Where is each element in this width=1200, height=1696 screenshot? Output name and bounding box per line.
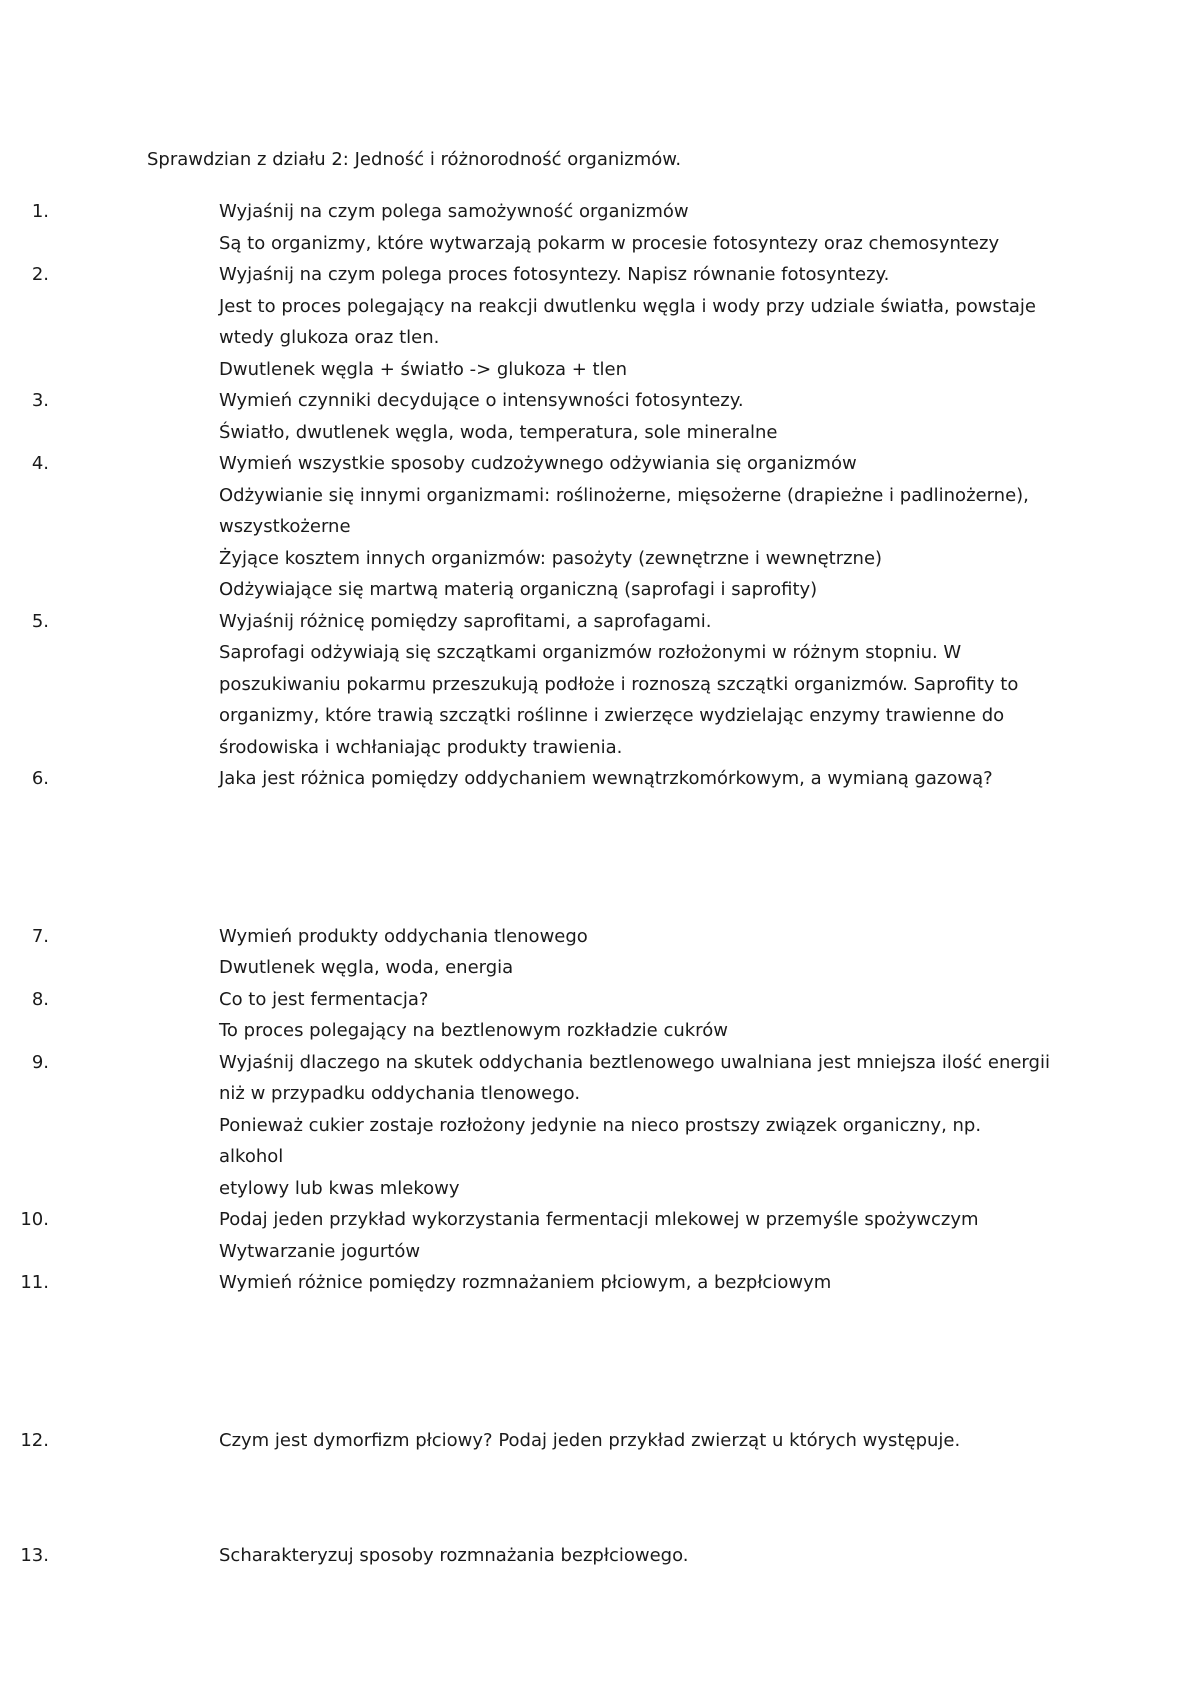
answer-space bbox=[219, 795, 1051, 921]
question-list bbox=[0, 196, 1200, 1572]
answer-line: Odżywiające się martwą materią organiczną (saprofagi i saprofity) bbox=[219, 579, 818, 600]
question-text: Wymień wszystkie sposoby cudzożywnego odżywiania się organizmów bbox=[219, 453, 857, 474]
question-text: Scharakteryzuj sposoby rozmnażania bezpłciowego. bbox=[219, 1545, 689, 1566]
answer-space bbox=[219, 1456, 1051, 1540]
question-text: Wyjaśnij na czym polega proces fotosyntezy. Napisz równanie fotosyntezy. bbox=[219, 264, 890, 285]
question-number: 7. bbox=[31, 925, 49, 947]
question-item bbox=[0, 606, 1051, 764]
question-number: 6. bbox=[31, 768, 49, 789]
answer-line: organizmy, które trawią szczątki roślinne i zwierzęce wydzielając enzymy trawienne do bbox=[219, 705, 1005, 726]
question-item bbox=[0, 1425, 1051, 1541]
question-number: 3. bbox=[31, 390, 49, 411]
question-text: Wymień różnice pomiędzy rozmnażaniem płciowym, a bezpłciowym bbox=[219, 1272, 832, 1293]
answer-line: Wytwarzanie jogurtów bbox=[219, 1240, 421, 1262]
question-text: Wyjaśnij różnicę pomiędzy saprofitami, a saprofagami. bbox=[219, 610, 712, 632]
answer-line: Ponieważ cukier zostaje rozłożony jedynie na nieco prostszy związek organiczny, np. alkohol bbox=[219, 1114, 982, 1167]
answer-line: To proces polegający na beztlenowym rozkładzie cukrów bbox=[219, 1020, 728, 1041]
question-item bbox=[0, 1204, 1051, 1267]
document-title: Sprawdzian z działu 2: Jedność i różnorodność organizmów. bbox=[147, 149, 682, 170]
answer-space bbox=[219, 1299, 1051, 1425]
answer-line: środowiska i wchłaniając produkty trawienia. bbox=[219, 736, 623, 758]
question-text: Wymień produkty oddychania tlenowego bbox=[219, 925, 588, 947]
question-item bbox=[0, 1540, 1051, 1572]
answer-line: wtedy glukoza oraz tlen. bbox=[219, 327, 440, 348]
question-number: 4. bbox=[31, 453, 49, 474]
question-number: 10. bbox=[20, 1209, 49, 1230]
question-number: 12. bbox=[20, 1429, 49, 1451]
question-item bbox=[0, 259, 1051, 385]
question-item bbox=[0, 1267, 1051, 1425]
answer-line: Dwutlenek węgla + światło -> glukoza + tlen bbox=[219, 358, 628, 380]
question-item bbox=[0, 921, 1051, 984]
question-number: 1. bbox=[31, 201, 49, 222]
answer-line: Saprofagi odżywiają się szczątkami organizmów rozłożonymi w różnym stopniu. W bbox=[219, 642, 962, 663]
question-text: Wyjaśnij na czym polega samożywność organizmów bbox=[219, 201, 689, 222]
question-item bbox=[0, 984, 1051, 1047]
answer-line: Dwutlenek węgla, woda, energia bbox=[219, 957, 514, 978]
question-text-continued: niż w przypadku oddychania tlenowego. bbox=[219, 1083, 581, 1104]
question-item bbox=[0, 385, 1051, 448]
answer-line: poszukiwaniu pokarmu przeszukują podłoże i roznoszą szczątki organizmów. Saprofity to bbox=[219, 673, 1019, 695]
question-text: Co to jest fermentacja? bbox=[219, 988, 429, 1010]
question-number: 8. bbox=[31, 988, 49, 1010]
answer-line: Jest to proces polegający na reakcji dwutlenku węgla i wody przy udziale światła, powstaje bbox=[219, 295, 1036, 317]
answer-line: wszystkożerne bbox=[219, 516, 351, 537]
question-number: 11. bbox=[20, 1272, 49, 1293]
question-item bbox=[0, 196, 1051, 259]
answer-line: Są to organizmy, które wytwarzają pokarm w procesie fotosyntezy oraz chemosyntezy bbox=[219, 232, 1000, 254]
question-text: Jaka jest różnica pomiędzy oddychaniem wewnątrzkomórkowym, a wymianą gazową? bbox=[219, 768, 993, 789]
question-text: Czym jest dymorfizm płciowy? Podaj jeden przykład zwierząt u których występuje. bbox=[219, 1429, 961, 1451]
answer-line: Odżywianie się innymi organizmami: roślinożerne, mięsożerne (drapieżne i padlinożerne), bbox=[219, 484, 1029, 506]
question-item bbox=[0, 763, 1051, 921]
answer-line: etylowy lub kwas mlekowy bbox=[219, 1177, 460, 1199]
question-item bbox=[0, 448, 1051, 606]
question-number: 13. bbox=[20, 1545, 49, 1566]
question-text: Podaj jeden przykład wykorzystania fermentacji mlekowej w przemyśle spożywczym bbox=[219, 1209, 979, 1230]
question-item bbox=[0, 1047, 1051, 1205]
question-number: 5. bbox=[31, 610, 49, 632]
question-number: 9. bbox=[31, 1051, 49, 1073]
question-number: 2. bbox=[31, 264, 49, 285]
answer-line: Żyjące kosztem innych organizmów: pasożyty (zewnętrzne i wewnętrzne) bbox=[219, 547, 883, 569]
question-text: Wymień czynniki decydujące o intensywności fotosyntezy. bbox=[219, 390, 744, 411]
answer-line: Światło, dwutlenek węgla, woda, temperatura, sole mineralne bbox=[219, 421, 778, 443]
question-text: Wyjaśnij dlaczego na skutek oddychania beztlenowego uwalniana jest mniejsza ilość energii bbox=[219, 1051, 1050, 1073]
